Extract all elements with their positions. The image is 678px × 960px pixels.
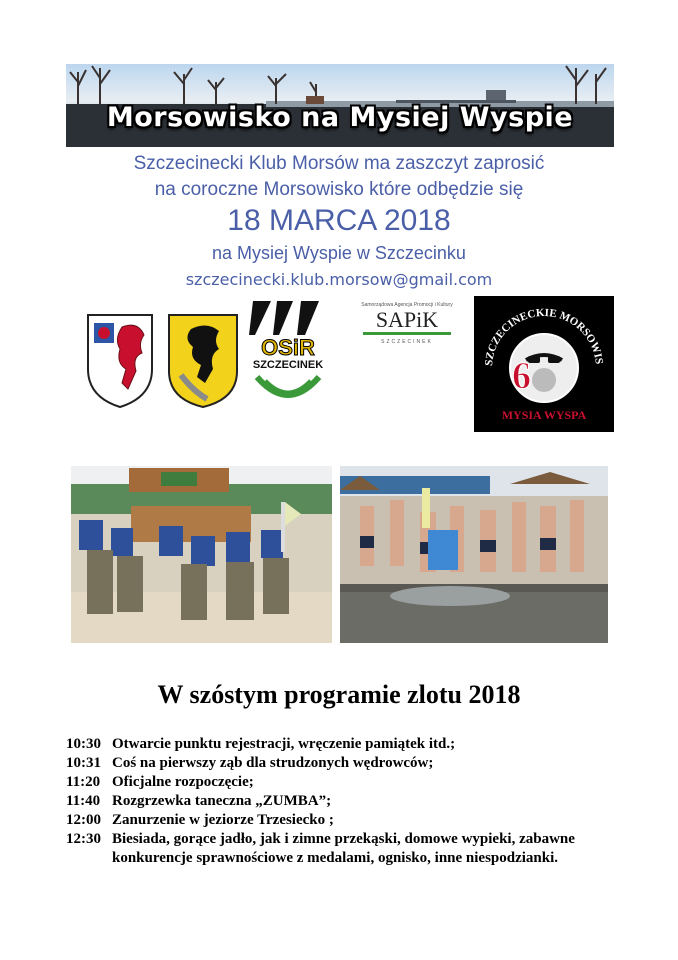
- osir-szczecinek-logo: [247, 297, 329, 411]
- lake-plunge-photo: [340, 466, 608, 643]
- event-date: 18 MARCA 2018: [227, 204, 451, 237]
- header-banner: [66, 64, 614, 147]
- program-list: [66, 735, 626, 868]
- program-time: 11:20: [66, 774, 101, 790]
- sapik-wordmark: SAPiK: [375, 307, 439, 332]
- program-time: 12:00: [66, 812, 101, 828]
- badge-number: 6: [512, 355, 531, 397]
- program-item: [66, 754, 626, 773]
- program-text: Rozgrzewka taneczna „ZUMBA”;: [112, 793, 332, 809]
- program-text: Zanurzenie w jeziorze Trzesiecko ;: [112, 812, 334, 828]
- intro-location: na Mysiej Wyspie w Szczecinku: [212, 243, 466, 263]
- banner-title: Morsowisko na Mysiej Wyspie: [106, 102, 574, 133]
- sapik-agency-caption: Samorządowa Agencja Promocji i Kultury: [361, 302, 453, 308]
- osir-city-label: SZCZECINEK: [252, 359, 324, 371]
- sack-race-photo: [71, 466, 332, 643]
- program-text: Coś na pierwszy ząb dla strudzonych wędrowców;: [112, 755, 434, 771]
- sapik-logo: [355, 302, 459, 346]
- program-text: Biesiada, gorące jadło, jak i zimne przekąski, domowe wypieki, zabawne konkurencje sprawnościowe z medalami, ognisko, inne niespodzianki.: [112, 831, 575, 866]
- program-time: 11:40: [66, 793, 101, 809]
- program-text: Otwarcie punktu rejestracji, wręczenie pamiątek itd.;: [112, 736, 456, 752]
- yellow-griffin-coat-of-arms-logo: [167, 313, 239, 409]
- program-item: [66, 773, 626, 792]
- badge-arc-text: SZCZECINECKIE MORSOWIS: [482, 306, 605, 367]
- griffin-coat-of-arms-logo: [86, 313, 154, 409]
- program-item: [66, 792, 626, 811]
- contact-email: szczecinecki.klub.morsow@gmail.com: [185, 270, 493, 289]
- program-item: [66, 811, 626, 830]
- sapik-city-caption: SZCZECINEK: [381, 339, 433, 345]
- program-item: [66, 735, 626, 754]
- intro-line-1: Szczecinecki Klub Morsów ma zaszczyt zaprosić: [133, 153, 545, 174]
- osir-label: OSiR: [261, 335, 315, 360]
- program-text: Oficjalne rozpoczęcie;: [112, 774, 254, 790]
- program-time: 12:30: [66, 831, 101, 847]
- morsowisko-badge-logo: [474, 296, 614, 432]
- sapik-green-swoosh: [363, 332, 451, 335]
- program-title: W szóstym programie zlotu 2018: [157, 680, 521, 709]
- intro-line-2: na coroczne Morsowisko które odbędzie się: [154, 179, 524, 200]
- program-time: 10:31: [66, 755, 101, 771]
- program-item: [66, 830, 626, 868]
- program-time: 10:30: [66, 736, 101, 752]
- badge-bottom-label: MYSIA WYSPA: [501, 408, 587, 422]
